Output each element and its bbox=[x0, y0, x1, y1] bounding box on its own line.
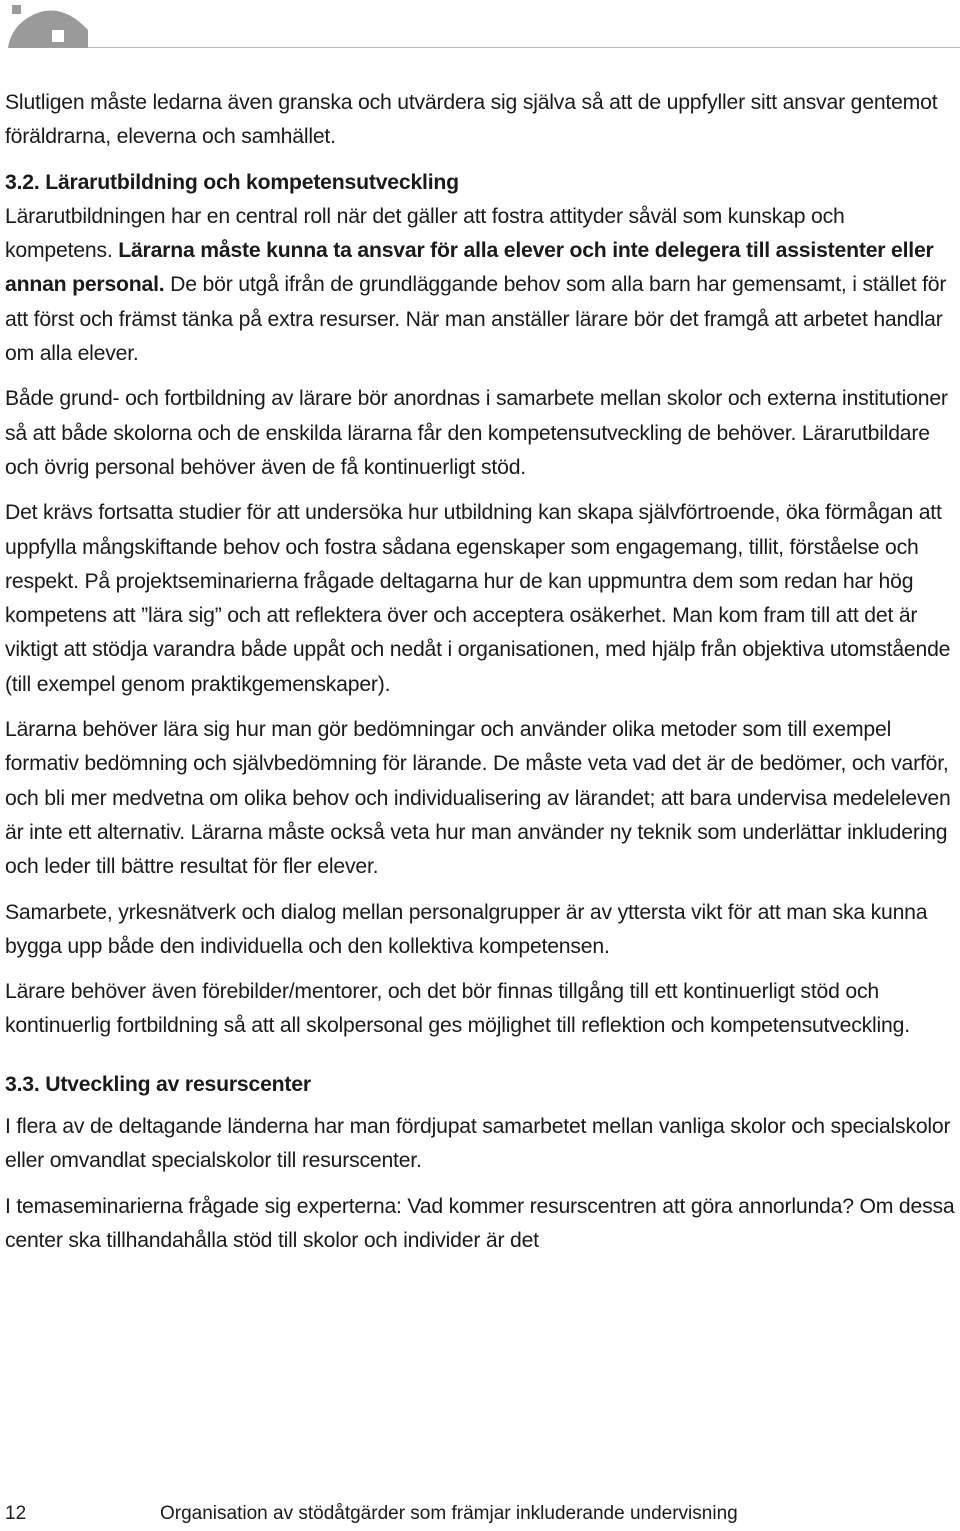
section-heading-3-2: 3.2. Lärarutbildning och kompetensutveckling bbox=[5, 170, 459, 194]
paragraph-text: De bör utgå ifrån de grundläggande behov som alla barn har gemensamt, i stället för att först och främst tänka på extra resurser. När man anställer lärare bör det framgå att arbetet handlar om alla elever. bbox=[5, 273, 947, 366]
house-logo-icon bbox=[8, 5, 88, 48]
document-body bbox=[5, 86, 955, 1269]
paragraph: Både grund- och fortbildning av lärare bör anordnas i samarbete mellan skolor och externa institutioner så att både skolorna och de enskilda lärarna får den kompetensutveckling de behöver. Lärarutbildare och övrig personal behöver även de få kontinuerligt stöd. bbox=[5, 387, 948, 479]
paragraph: Lärare behöver även förebilder/mentorer, och det bör finnas tillgång till ett kontinuerligt stöd och kontinuerlig fortbildning så att all skolpersonal ges möjlighet till reflektion och kompetensutveckling. bbox=[5, 980, 910, 1038]
paragraph: I flera av de deltagande länderna har man fördjupat samarbetet mellan vanliga skolor och specialskolor eller omvandlat specialskolor till resurscenter. bbox=[5, 1115, 951, 1173]
header-logo bbox=[0, 0, 960, 50]
paragraph: Slutligen måste ledarna även granska och utvärdera sig själva så att de uppfyller sitt ansvar gentemot föräldrarna, eleverna och samhället. bbox=[5, 91, 938, 149]
paragraph: Samarbete, yrkesnätverk och dialog mellan personalgrupper är av yttersta vikt för att man ska kunna bygga upp både den individuella och den kollektiva kompetensen. bbox=[5, 900, 928, 958]
page-footer bbox=[5, 1502, 955, 1526]
bold-statement: Lärarna måste kunna ta ansvar för alla elever och inte delegera till assistenter eller annan personal. bbox=[5, 239, 934, 297]
paragraph-text: Lärarutbildningen har en central roll när det gäller att fostra attityder såväl som kunskap och kompetens. bbox=[5, 204, 845, 263]
footer-title: Organisation av stödåtgärder som främjar inkluderande undervisning bbox=[160, 1503, 738, 1524]
paragraph: Lärarna behöver lära sig hur man gör bedömningar och använder olika metoder som till exempel formativ bedömning och självbedömning för lärande. De måste veta vad det är de bedömer, och varför, och bli mer medvetna om olika behov och individualisering av lärandet; att bara undervisa medeleleven är inte ett alternativ. Lärarna måste också veta hur man använder ny teknik som underlättar inkludering och leder till bättre resultat för fler elever. bbox=[5, 718, 951, 879]
page-number: 12 bbox=[5, 1503, 27, 1524]
paragraph: Det krävs fortsatta studier för att undersöka hur utbildning kan skapa självförtroende, öka förmågan att uppfylla mångskiftande behov och fostra sådana egenskaper som engagemang, tillit, förståelse och respekt. På projektseminarierna frågade deltagarna hur de kan uppmuntra dem som redan har hög kompetens att ”lära sig” och att reflektera över och acceptera osäkerhet. Man kom fram till att det är viktigt att stödja varandra både uppåt och nedåt i organisationen, med hjälp från objektiva utomstående (till exempel genom praktikgemenskaper). bbox=[5, 501, 951, 696]
paragraph: I temaseminarierna frågade sig experterna: Vad kommer resurscentren att göra annorlunda? Om dessa center ska tillhandahålla stöd till skolor och individer är det bbox=[5, 1194, 955, 1252]
section-heading-3-3: 3.3. Utveckling av resurscenter bbox=[5, 1072, 311, 1096]
paragraph bbox=[5, 200, 955, 371]
